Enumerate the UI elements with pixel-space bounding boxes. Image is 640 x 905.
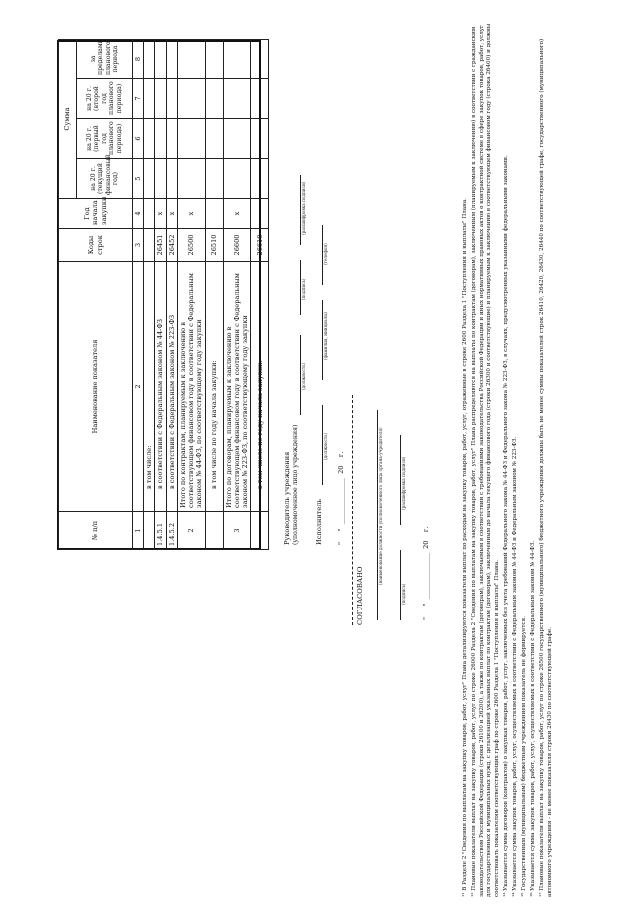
cell-value <box>144 79 155 119</box>
header-year: Год начала закупки <box>59 199 133 229</box>
cap-signature: (подпись) <box>301 278 306 300</box>
row-year <box>144 199 155 229</box>
row-name: Итого по контрактам, планируемым к заключению в соответствующем финансовом году в соответствии с Федеральным законом № 44-ФЗ, по соответствующему году закупки <box>177 262 205 512</box>
cell-value <box>223 159 251 199</box>
row-code: 26452 <box>166 229 177 262</box>
col-number: 7 <box>133 79 144 119</box>
row-year: х <box>166 199 177 229</box>
table-row <box>166 40 177 550</box>
cell-value <box>177 159 205 199</box>
col-number: 1 <box>133 512 144 550</box>
cell-value <box>177 119 205 159</box>
cell-value <box>223 119 251 159</box>
head-sublabel: (уполномоченное лицо учреждения) <box>292 424 299 545</box>
footnote: ¹¹ В Разделе 2 "Сведения по выплатам на закупку товаров, работ, услуг" Плана детализируются показатели выплат по расходам на закупку товаров, работ, услуг, отраженные в строке 2600 Раздела 1 "Поступления и выплаты" Плана. <box>462 198 468 897</box>
row-code <box>144 229 155 262</box>
row-code: 26500 <box>177 229 205 262</box>
agreed-label: СОГЛАСОВАНО <box>356 566 364 625</box>
cap-position: (должность) <box>323 432 328 460</box>
cell-value <box>251 79 269 119</box>
row-num <box>144 512 155 550</box>
table-row <box>177 40 205 550</box>
row-name: Итого по договорам, планируемым к заключению в соответствующем финансовом году в соответствии с Федеральным законом № 223-ФЗ, по соответствующему году закупки <box>223 262 251 512</box>
header-sum-second: на 20 г. (второй год планового периода) <box>77 79 133 119</box>
header-sum-beyond: за пределами планового периода <box>77 40 133 79</box>
table-row <box>251 40 269 550</box>
col-number: 2 <box>133 262 144 512</box>
table-row <box>223 40 251 550</box>
row-year <box>205 199 223 229</box>
footnote: ¹⁴ Указывается сумма закупок товаров, работ, услуг, осуществляемых в соответствии с Федеральным законом № 44-ФЗ и Федеральным законом № 223-ФЗ. <box>512 436 519 897</box>
row-code: 26610 <box>251 229 269 262</box>
cell-value <box>166 159 177 199</box>
col-number: 5 <box>133 159 144 199</box>
agreed-cap-position: (наименование должности уполномоченного лица органа-учредителя) <box>378 427 383 585</box>
agreed-cap-signature: (подпись) <box>401 583 406 605</box>
header-code: Коды строк <box>59 229 133 262</box>
head-label: Руководитель учреждения <box>283 451 291 545</box>
header-sum-first: на 20 г. (первый год планового периода) <box>77 119 133 159</box>
cell-value <box>155 79 166 119</box>
footnote: ¹⁵ Государственным (муниципальным) бюджетным учреждением показатель не формируется. <box>521 616 528 897</box>
cell-value <box>155 119 166 159</box>
cell-value <box>177 79 205 119</box>
footnote: ¹⁶ Указывается сумма закупок товаров, работ, услуг, осуществляемых в соответствии с Федеральным законом № 44-ФЗ. <box>530 540 537 897</box>
col-number: 3 <box>133 229 144 262</box>
cell-value <box>223 79 251 119</box>
cell-value <box>205 159 223 199</box>
purchases-table <box>58 39 269 550</box>
header-sum-current: на 20 г. (текущий финансовый год) <box>77 159 133 199</box>
header-num: № п/п <box>59 512 133 550</box>
header-sum: Сумма <box>59 40 77 199</box>
row-year <box>251 199 269 229</box>
cell-value <box>177 40 205 79</box>
cell-value <box>223 40 251 79</box>
cell-value <box>155 159 166 199</box>
table-row <box>144 40 155 550</box>
row-num: 1.4.5.2 <box>166 512 177 550</box>
row-year: х <box>177 199 205 229</box>
col-number: 8 <box>133 40 144 79</box>
date-line: " " ______________ 20 г. <box>337 451 345 545</box>
agreed-date-line: " " ______________ 20 г. <box>422 526 430 620</box>
cell-value <box>144 40 155 79</box>
col-number: 6 <box>133 119 144 159</box>
row-num: 1.4.5.1 <box>155 512 166 550</box>
cell-value <box>205 119 223 159</box>
cell-value <box>144 159 155 199</box>
col-number: 4 <box>133 199 144 229</box>
cap-fio: (фамилия, инициалы) <box>323 311 328 360</box>
cell-value <box>251 40 269 79</box>
row-num: 3 <box>223 512 251 550</box>
header-name: Наименование показателя <box>59 262 133 512</box>
cap-phone: (телефон) <box>323 243 328 265</box>
row-name: в соответствии с Федеральным законом № 44-ФЗ <box>155 262 166 512</box>
row-name: в том числе: <box>144 262 155 512</box>
row-num: 2 <box>177 512 205 550</box>
cell-value <box>144 119 155 159</box>
row-name: в соответствии с Федеральным законом № 223-ФЗ <box>166 262 177 512</box>
cell-value <box>251 159 269 199</box>
table-row <box>155 40 166 550</box>
cell-value <box>166 40 177 79</box>
agreed-cap-name: (расшифровка подписи) <box>401 456 406 510</box>
row-name: в том числе по году начала закупки: <box>205 262 223 512</box>
row-code: 26510 <box>205 229 223 262</box>
row-code: 26600 <box>223 229 251 262</box>
dashed-separator <box>352 395 353 625</box>
cell-value <box>166 79 177 119</box>
row-num <box>251 512 269 550</box>
row-num <box>205 512 223 550</box>
footnote: ¹⁷ Плановые показатели выплат на закупку товаров, работ, услуг по строке 26500 государственного (муниципального) бюджетного учреждения должны быть не менее суммы показателей строк 26410, 26420, 26430, 26440 по соответствующей графе, государственного (муниципального) автономного учреждения - не менее показателя строки 26430 по соответствующей графе. <box>539 38 554 897</box>
cell-value <box>251 119 269 159</box>
row-year: х <box>155 199 166 229</box>
cell-value <box>166 119 177 159</box>
cell-value <box>205 40 223 79</box>
row-name: в том числе по году начала закупки: <box>251 262 269 512</box>
footnotes <box>462 17 556 897</box>
row-year: х <box>223 199 251 229</box>
footnote: ¹³ Указывается сумма договоров (контрактов) о закупках товаров, работ, услуг, заключенных без учета требований Федерального закона № 44-ФЗ и Федерального закона № 223-ФЗ, в случаях, предусмотренных указанными федеральными законами. <box>502 155 509 897</box>
cap-name: (расшифровка подписи) <box>301 181 306 235</box>
footnote: ¹² Плановые показатели выплат на закупку товаров, работ, услуг по строке 26000 Раздела 2 "Сведения по выплатам на закупку товаров, работ, услуг" Плана распределяются на выплаты по контрактам (договорам), заключенным (планируемым к заключению) в соответствии с гражданским законодательством Российской Федерации (строки 26100 и 26200), а также по контрактам (договорам), заключаемым в соответствии с требованиями законодательства Российской Федерации и иных нормативных правовых актов о контрактной системе в сфере закупок товаров, работ, услуг для государственных и муниципальных нужд, с детализацией указанных выплат по контрактам (договорам), заключенным до начала текущего финансового года (строки 26300 и соответствующие) и планируемым к заключению в соответствующем финансовом году (строка 26400) и должны соответствовать показателям соответствующих граф по строке 2600 Раздела 1 "Поступления и выплаты" Плана. <box>471 23 500 897</box>
cell-value <box>155 40 166 79</box>
cell-value <box>205 79 223 119</box>
row-code: 26451 <box>155 229 166 262</box>
table-row <box>205 40 223 550</box>
executor-label: Исполнитель <box>315 498 323 545</box>
cap-position: (должность) <box>301 362 306 390</box>
